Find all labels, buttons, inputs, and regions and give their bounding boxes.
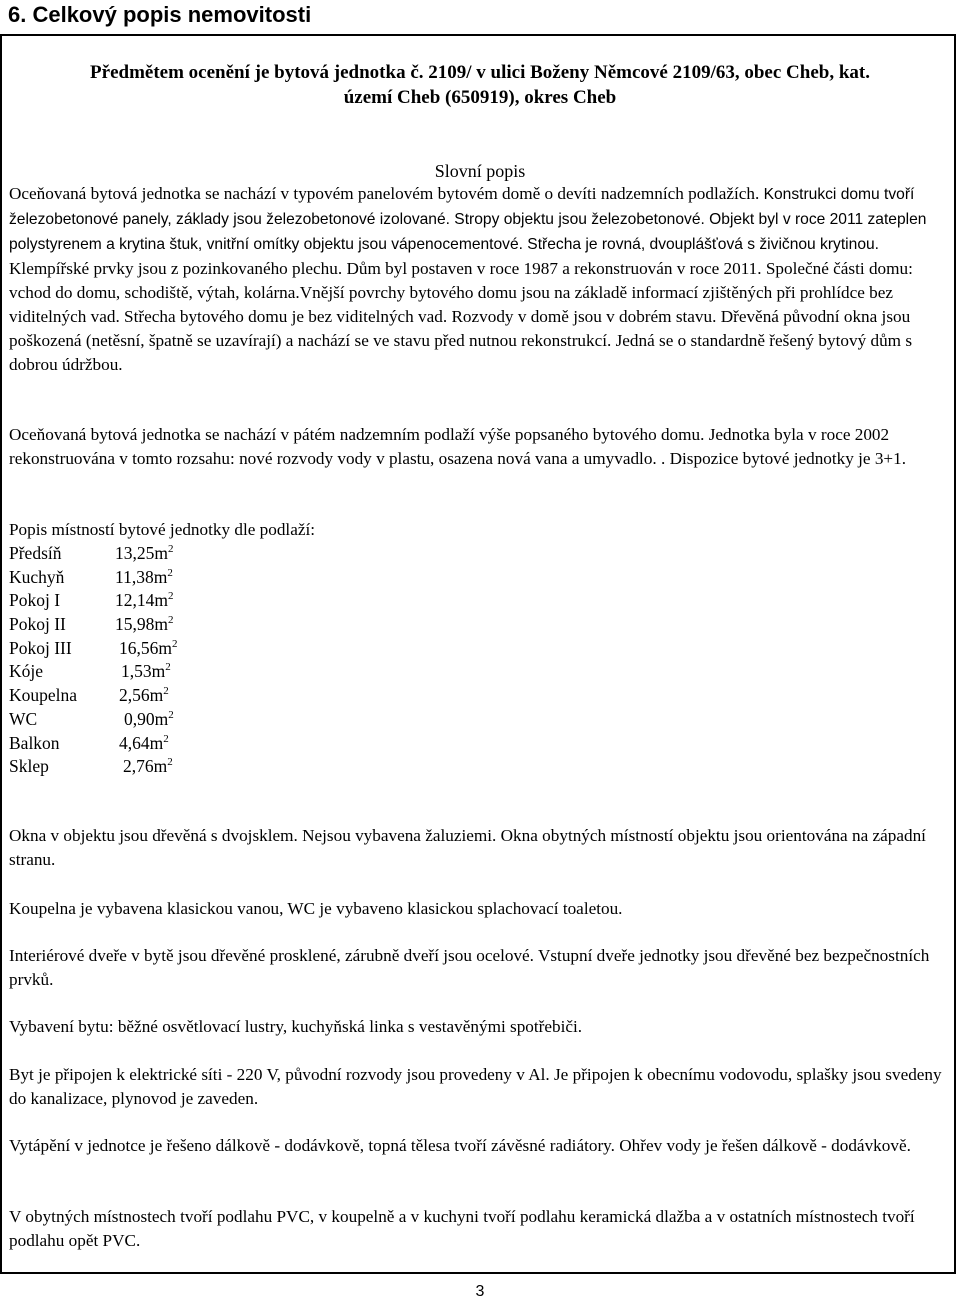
room-row bbox=[9, 637, 178, 661]
room-row bbox=[9, 708, 178, 732]
description-condition: Klempířské prvky jsou z pozinkovaného plechu. Dům byl postaven v roce 1987 a rekonstruován v roce 2011. Společné části domu: vchod do domu, schodiště, výtah, kolárna.Vnější povrchy bytového domu jsou na základě informací zjištěných při prohlídce bez viditelných vad. Střecha bytového domu je bez viditelných vad. Rozvody v domě jsou v dobrém stavu. Dřevěná původní okna jsou poškozená (netěsní, špatně se uzavírají) a nachází se ve stavu před nutnou rekonstrukcí. Jedná se o standardně řešený bytový dům s dobrou údržbou. bbox=[9, 259, 913, 374]
room-name: Sklep bbox=[9, 756, 49, 777]
room-row bbox=[9, 542, 178, 566]
subject-line-2: území Cheb (650919), okres Cheb bbox=[343, 87, 617, 108]
room-row bbox=[9, 613, 178, 637]
windows-paragraph: Okna v objektu jsou dřevěná s dvojsklem. Nejsou vybavena žaluziemi. Okna obytných místností objektu jsou orientována na západní stranu. bbox=[9, 826, 926, 869]
building-description bbox=[9, 182, 949, 377]
room-area: $2,56m^2$ bbox=[119, 685, 169, 706]
room-name: Pokoj I bbox=[9, 590, 61, 611]
bathroom-paragraph: Koupelna je vybavena klasickou vanou, WC je vybaveno klasickou splachovací toaletou. bbox=[9, 899, 623, 918]
floors-paragraph: V obytných místnostech tvoří podlahu PVC, v koupelně a v kuchyni tvoří podlahu keramická dlažba a v ostatních místnostech tvoří podlahu opět PVC. bbox=[9, 1207, 915, 1250]
unit-paragraph: Oceňovaná bytová jednotka se nachází v pátém nadzemním podlaží výše popsaného bytového domu. Jednotka byla v roce 2002 rekonstruována v tomto rozsahu: nové rozvody vody v plastu, osazena nová vana a umyvadlo. . Dispozice bytové jednotky je 3+1. bbox=[9, 425, 907, 468]
heating-paragraph: Vytápění v jednotce je řešeno dálkově - dodávkově, topná tělesa tvoří závěsné radiátory. Ohřev vody je řešen dálkově - dodávkově. bbox=[9, 1136, 911, 1155]
rooms-list bbox=[9, 542, 178, 779]
verbal-description-label: Slovní popis bbox=[434, 161, 526, 181]
equipment-paragraph: Vybavení bytu: běžné osvětlovací lustry, kuchyňská linka s vestavěnými spotřebiči. bbox=[9, 1017, 583, 1036]
room-name: Balkon bbox=[9, 732, 60, 753]
room-name: Pokoj III bbox=[9, 637, 72, 658]
room-area: $0,90m^2$ bbox=[124, 708, 174, 729]
subject-line-1: Předmětem ocenění je bytová jednotka č. 2109/ v ulici Boženy Němcové 2109/63, obec Cheb, kat. bbox=[90, 62, 870, 83]
room-name: Pokoj II bbox=[9, 614, 66, 635]
room-row bbox=[9, 732, 178, 756]
room-area: $16,56m^2$ bbox=[119, 637, 178, 658]
room-area: $11,38m^2$ bbox=[115, 566, 173, 587]
room-area: $12,14m^2$ bbox=[115, 590, 174, 611]
doors-paragraph: Interiérové dveře v bytě jsou dřevěné prosklené, zárubně dveří jsou ocelové. Vstupní dveře jednotky jsou dřevěné bez bezpečnostních prvků. bbox=[9, 946, 930, 989]
room-name: Koupelna bbox=[9, 685, 78, 706]
room-area: $2,76m^2$ bbox=[123, 756, 173, 777]
room-area: $15,98m^2$ bbox=[115, 614, 174, 635]
room-area: $1,53m^2$ bbox=[121, 661, 171, 682]
room-name: Kóje bbox=[9, 661, 44, 682]
room-row bbox=[9, 566, 178, 590]
room-row bbox=[9, 660, 178, 684]
utilities-paragraph: Byt je připojen k elektrické síti - 220 V, původní rozvody jsou provedeny v Al. Je připojen k obecnímu vodovodu, splašky jsou svedeny do kanalizace, plynovod je zaveden. bbox=[9, 1065, 942, 1108]
rooms-heading: Popis místností bytové jednotky dle podlaží: bbox=[9, 520, 316, 539]
room-row bbox=[9, 755, 178, 779]
room-area: $4,64m^2$ bbox=[119, 732, 169, 753]
room-row bbox=[9, 589, 178, 613]
description-construction: Konstrukci domu tvoří železobetonové panely, základy jsou železobetonové izolované. Stropy objektu jsou železobetonové. Objekt byl v roce 2011 zateplen polystyrenem a krytina štuk, vnitřní omítky objektu jsou vápenocementové. Střecha je rovná, dvouplášťová s živičnou krytinou. bbox=[9, 186, 927, 253]
valuation-subject bbox=[10, 60, 950, 110]
room-row bbox=[9, 684, 178, 708]
room-name: Kuchyň bbox=[9, 566, 65, 587]
room-name: WC bbox=[9, 708, 38, 729]
page-number: 3 bbox=[475, 1283, 485, 1300]
room-area: $13,25m^2$ bbox=[115, 543, 174, 563]
section-heading: 6. Celkový popis nemovitosti bbox=[8, 2, 312, 27]
description-sentence-1: Oceňovaná bytová jednotka se nachází v typovém panelovém bytovém domě o devíti nadzemních podlažích. bbox=[9, 184, 760, 203]
room-name: Předsíň bbox=[9, 543, 62, 563]
